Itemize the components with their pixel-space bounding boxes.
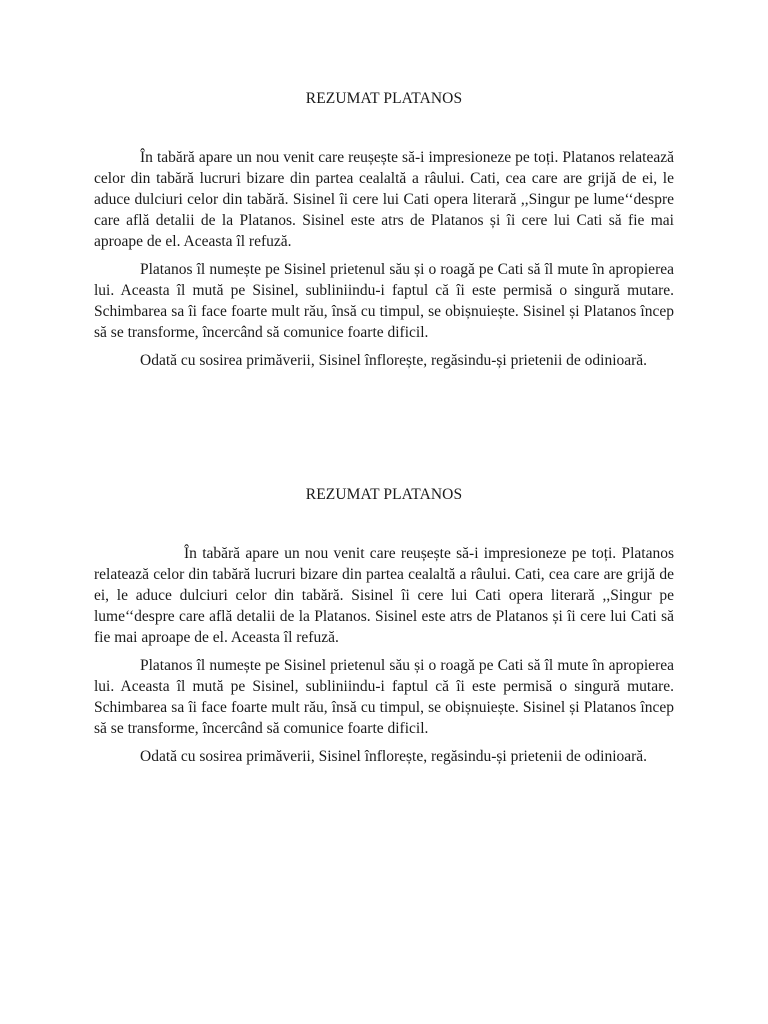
section-title: REZUMAT PLATANOS <box>305 486 463 503</box>
paragraph: Platanos îl numește pe Sisinel prietenul său și o roagă pe Cati să îl mute în apropierea lui. Aceasta îl mută pe Sisinel, subliniindu-i faptul că îi este permisă o singură mutare. Schimbarea sa îi face foarte mult rău, însă cu timpul, se obișnuiește. Sisinel și Platanos încep să se transforme, încercând să comunice foarte dificil. <box>94 657 674 737</box>
section-title: REZUMAT PLATANOS <box>305 90 463 107</box>
paragraph: Odată cu sosirea primăverii, Sisinel înflorește, regăsindu-și prietenii de odinioară. <box>140 352 648 369</box>
paragraph: În tabără apare un nou venit care reușește să-i impresioneze pe toți. Platanos relatează celor din tabără lucruri bizare din partea cealaltă a râului. Cati, cea care are grijă de ei, le aduce dulciuri celor din tabără. Sisinel îi cere lui Cati opera literară ,,Singur pe lume‘‘despre care află detalii de la Platanos. Sisinel este atrs de Platanos și îi cere lui Cati să fie mai aproape de el. Aceasta îl refuză. <box>94 545 674 646</box>
paragraph: Odată cu sosirea primăverii, Sisinel înflorește, regăsindu-și prietenii de odinioară. <box>140 748 648 765</box>
summary-section-1 <box>94 88 674 378</box>
paragraph: Platanos îl numește pe Sisinel prietenul său și o roagă pe Cati să îl mute în apropierea lui. Aceasta îl mută pe Sisinel, subliniindu-i faptul că îi este permisă o singură mutare. Schimbarea sa îi face foarte mult rău, însă cu timpul, se obișnuiește. Sisinel și Platanos încep să se transforme, încercând să comunice foarte dificil. <box>94 261 674 341</box>
summary-section-2 <box>94 484 674 774</box>
paragraph: În tabără apare un nou venit care reușește să-i impresioneze pe toți. Platanos relatează celor din tabără lucruri bizare din partea cealaltă a râului. Cati, cea care are grijă de ei, le aduce dulciuri celor din tabără. Sisinel îi cere lui Cati opera literară ,,Singur pe lume‘‘despre care află detalii de la Platanos. Sisinel este atrs de Platanos și îi cere lui Cati să fie mai aproape de el. Aceasta îl refuză. <box>94 149 674 250</box>
